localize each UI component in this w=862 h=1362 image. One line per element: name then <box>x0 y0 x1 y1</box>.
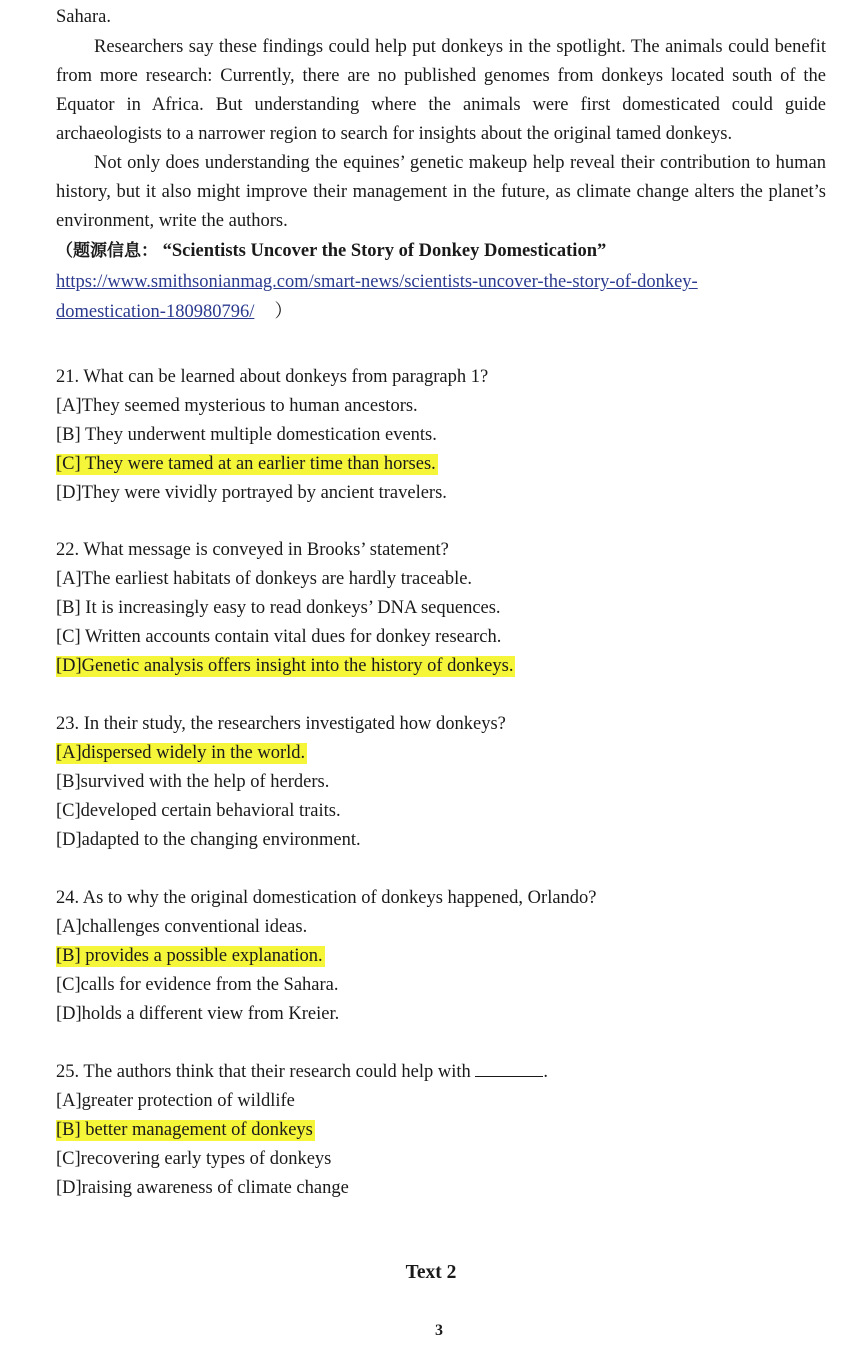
page-number: 3 <box>435 1322 443 1339</box>
question-stem: 21. What can be learned about donkeys from paragraph 1? <box>56 367 489 387</box>
option-text: [D]adapted to the changing environment. <box>56 830 361 850</box>
option-c[interactable] <box>56 1147 331 1171</box>
option-text: [B] They underwent multiple domestication events. <box>56 425 437 445</box>
highlighted-option-text: [B] better management of donkeys <box>56 1120 313 1140</box>
option-text: [C] Written accounts contain vital dues for donkey research. <box>56 627 502 647</box>
option-text: [C]recovering early types of donkeys <box>56 1149 332 1169</box>
question-stem: 23. In their study, the researchers investigated how donkeys? <box>56 714 506 734</box>
highlighted-option-text: [A]dispersed widely in the world. <box>56 743 306 763</box>
source-url-line-2[interactable] <box>56 300 293 324</box>
option-b-answer[interactable] <box>56 944 325 968</box>
passage-lead-fragment: Sahara. <box>56 7 111 27</box>
option-b[interactable] <box>56 596 501 620</box>
option-text: [C]calls for evidence from the Sahara. <box>56 975 339 995</box>
question-stem <box>56 1060 548 1084</box>
option-d[interactable] <box>56 828 361 852</box>
source-link[interactable]: domestication-180980796/ <box>56 302 255 322</box>
question-stem-text: 25. The authors think that their research could help with <box>56 1062 471 1082</box>
answer-blank <box>475 1060 543 1077</box>
option-c[interactable] <box>56 625 501 649</box>
source-close: ） <box>274 302 293 322</box>
option-text: [B]survived with the help of herders. <box>56 772 330 792</box>
passage-paragraph: Not only does understanding the equines’ genetic makeup help reveal their contribution to human history, but it also might improve their management in the future, as climate change alters the planet’s environment, write the authors. <box>56 153 826 231</box>
option-a-answer[interactable] <box>56 741 307 765</box>
question-stem: 24. As to why the original domestication of donkeys happened, Orlando? <box>56 888 597 908</box>
option-a[interactable] <box>56 1089 295 1113</box>
option-text: [A]greater protection of wildlife <box>56 1091 295 1111</box>
option-c[interactable] <box>56 973 339 997</box>
source-title: “Scientists Uncover the Story of Donkey Domestication” <box>162 241 607 261</box>
option-text: [D]They were vividly portrayed by ancient travelers. <box>56 483 447 503</box>
option-b[interactable] <box>56 770 329 794</box>
section-heading: Text 2 <box>405 1262 457 1283</box>
option-d[interactable] <box>56 481 447 505</box>
option-text: [C]developed certain behavioral traits. <box>56 801 341 821</box>
option-text: [A]The earliest habitats of donkeys are hardly traceable. <box>56 569 473 589</box>
highlighted-option-text: [D]Genetic analysis offers insight into the history of donkeys. <box>56 656 514 676</box>
option-b[interactable] <box>56 423 437 447</box>
option-text: [A]challenges conventional ideas. <box>56 917 308 937</box>
source-label: （题源信息： <box>56 241 158 261</box>
highlighted-option-text: [B] provides a possible explanation. <box>56 946 323 966</box>
passage-paragraph: Researchers say these findings could help put donkeys in the spotlight. The animals could benefit from more research: Currently, there are no published genomes from donkeys located south of the Equator in Africa. But understanding where the animals were first domesticated could guide archaeologists to a narrower region to search for insights about the original tamed donkeys. <box>56 37 826 144</box>
option-d[interactable] <box>56 1002 339 1026</box>
highlighted-option-text: [C] They were tamed at an earlier time than horses. <box>56 454 436 474</box>
question-stem: 22. What message is conveyed in Brooks’ statement? <box>56 540 449 560</box>
option-text: [B] It is increasingly easy to read donkeys’ DNA sequences. <box>56 598 501 618</box>
source-link[interactable]: https://www.smithsonianmag.com/smart-news/scientists-uncover-the-story-of-donkey- <box>56 272 698 292</box>
option-text: [D]raising awareness of climate change <box>56 1178 349 1198</box>
option-text: [A]They seemed mysterious to human ancestors. <box>56 396 418 416</box>
option-a[interactable] <box>56 567 472 591</box>
option-text: [D]holds a different view from Kreier. <box>56 1004 340 1024</box>
option-a[interactable] <box>56 915 307 939</box>
option-a[interactable] <box>56 394 418 418</box>
option-c-answer[interactable] <box>56 452 438 476</box>
question-stem-suffix: . <box>543 1062 549 1082</box>
option-c[interactable] <box>56 799 341 823</box>
option-b-answer[interactable] <box>56 1118 315 1142</box>
source-citation <box>56 239 606 263</box>
source-url-line-1[interactable] <box>56 270 698 294</box>
option-d[interactable] <box>56 1176 349 1200</box>
option-d-answer[interactable] <box>56 654 515 678</box>
